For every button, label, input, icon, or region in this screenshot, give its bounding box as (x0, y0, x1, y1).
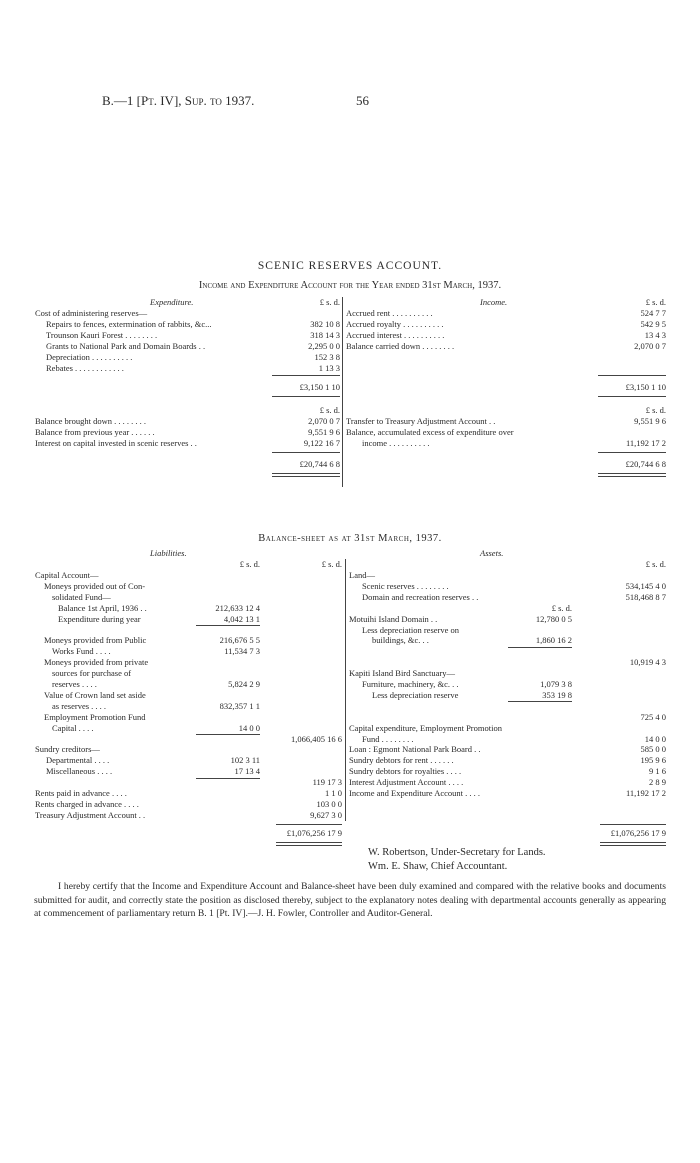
expenditure-label: Interest on capital invested in scenic reserves . . (35, 437, 197, 448)
asset-value: 11,192 17 2 (625, 788, 666, 798)
total-income: £3,150 1 10 (625, 382, 666, 392)
liabilities-total: £1,076,256 17 9 (286, 827, 342, 838)
asset-label: Income and Expenditure Account . . . . (349, 788, 481, 798)
account-subtitle: Income and Expenditure Account for the Year ended 31st March, 1937. (198, 280, 502, 291)
liability-subvalue: 4,042 13 1 (223, 613, 260, 624)
asset-value: 10,919 4 3 (629, 657, 666, 668)
rule-line (598, 452, 666, 453)
liability-label: Moneys provided out of Con- (44, 580, 146, 591)
asset-label: Scenic reserves . . . . . . . . (362, 580, 449, 591)
asset-label: Less depreciation reserve (372, 689, 459, 700)
income-label: Accrued rent . . . . . . . . . . (346, 308, 433, 318)
asset-subvalue: 353 19 8 (542, 689, 572, 700)
balance-title: Balance-sheet as at 31st March, 1937. (258, 533, 442, 544)
rule-line (196, 734, 260, 735)
expenditure-value: 9,551 9 6 (308, 426, 340, 437)
rule-line (272, 375, 340, 376)
column-divider (345, 559, 346, 821)
liability-label: Rents paid in advance . . . . (35, 788, 127, 798)
asset-value: 2 8 9 (649, 777, 666, 788)
asset-subvalue: 12,780 0 5 (535, 613, 572, 624)
asset-label: Less depreciation reserve on (362, 624, 459, 635)
liability-label: Value of Crown land set aside (44, 689, 146, 700)
liability-subvalue: 102 3 11 (230, 755, 260, 766)
lsd-heading: £ s. d. (645, 559, 666, 569)
liability-label: Treasury Adjustment Account . . (35, 809, 146, 820)
rule-line (598, 396, 666, 397)
column-divider (342, 297, 343, 487)
rule-line (276, 842, 342, 843)
expenditure-value: 1 13 3 (318, 362, 340, 373)
asset-label: Domain and recreation reserves . . (362, 591, 479, 602)
expenditure-label: Grants to National Park and Domain Boards . . (46, 340, 206, 351)
asset-label: Sundry debtors for rent . . . . . . (349, 755, 454, 766)
rule-line (272, 476, 340, 477)
page-number: 56 (356, 93, 369, 108)
rule-line (276, 845, 342, 846)
expenditure-label: Balance from previous year . . . . . . (35, 426, 155, 437)
liability-label: sources for purchase of (52, 668, 132, 679)
rule-line (272, 396, 340, 397)
expenditure-label: Cost of administering reserves— (35, 308, 148, 318)
income-value: 13 4 3 (644, 329, 666, 340)
income-label: Accrued interest . . . . . . . . . . (346, 329, 445, 340)
income-value: 11,192 17 2 (625, 437, 666, 448)
liability-label: Rents charged in advance . . . . (35, 798, 139, 809)
liability-label: Moneys provided from private (44, 657, 149, 668)
expenditure-label: Trounson Kauri Forest . . . . . . . . (46, 329, 158, 340)
lsd-heading: £ s. d. (321, 559, 342, 569)
total-income: £20,744 6 8 (625, 459, 666, 469)
asset-subvalue: 1,860 16 2 (535, 635, 572, 646)
asset-label: buildings, &c. . . (372, 635, 429, 646)
asset-label: Kapiti Island Bird Sanctuary— (349, 668, 455, 679)
rule-line (600, 842, 666, 843)
liability-label: Capital Account— (35, 570, 99, 580)
rule-line (272, 473, 340, 474)
income-value: 524 7 7 (640, 308, 666, 318)
income-value: 9,551 9 6 (634, 416, 666, 426)
liability-label: Moneys provided from Public (44, 635, 147, 646)
liability-subvalue: 14 0 0 (238, 722, 260, 733)
rule-line (598, 476, 666, 477)
lsd-heading: £ s. d. (239, 559, 260, 569)
audit-certificate: I hereby certify that the Income and Expenditure Account and Balance-sheet have been duly examined and compared with the relative books and documents submitted for audit, and correctly state the position as disclosed thereby, subject to the explanatory notes dealing with departmental accounts generally as appearing at commencement of parliamentary return B. 1 [Pt. IV].—J. H. Fowler, Controller and Auditor-General. (34, 881, 666, 920)
lsd-heading: £ s. d. (645, 405, 666, 415)
rule-line (598, 375, 666, 376)
liabilities-heading: Liabilities. (150, 548, 187, 558)
rule-line (276, 824, 342, 825)
rule-line (196, 625, 260, 626)
expenditure-value: 2,295 0 0 (308, 340, 340, 351)
liability-subvalue: 216,676 5 5 (219, 635, 260, 646)
liability-subvalue: 832,357 1 1 (219, 700, 260, 711)
rule-line (272, 452, 340, 453)
asset-label: Sundry debtors for royalties . . . . (349, 766, 462, 777)
income-label: Accrued royalty . . . . . . . . . . (346, 318, 444, 329)
total-expenditure: £20,744 6 8 (299, 459, 340, 469)
liability-subvalue: 17 13 4 (234, 766, 260, 777)
asset-value: 9 1 6 (649, 766, 666, 777)
liability-label: Works Fund . . . . (52, 646, 111, 657)
income-value: 542 9 5 (640, 318, 666, 329)
liability-label: Capital . . . . (52, 722, 94, 733)
liability-subvalue: 11,534 7 3 (224, 646, 260, 657)
assets-total: £1,076,256 17 9 (610, 827, 666, 838)
income-label: income . . . . . . . . . . (362, 437, 430, 448)
liability-label: Miscellaneous . . . . (46, 766, 113, 777)
rule-line (508, 701, 572, 702)
expenditure-label: Rebates . . . . . . . . . . . . (46, 362, 124, 373)
running-header: B.—1 [Pt. IV], Sup. to 1937. (102, 93, 255, 108)
income-value: 2,070 0 7 (634, 340, 666, 351)
liability-label: Departmental . . . . (46, 755, 110, 766)
liability-label: Sundry creditors— (35, 744, 100, 755)
liability-value: 103 0 0 (316, 798, 342, 809)
liability-label: as reserves . . . . (52, 700, 107, 711)
asset-label: Interest Adjustment Account . . . . (349, 777, 464, 788)
expenditure-label: Repairs to fences, extermination of rabbits, &c... (46, 318, 212, 329)
rule-line (508, 647, 572, 648)
asset-value: 534,145 4 0 (625, 580, 666, 591)
liability-value: 9,627 3 0 (310, 809, 342, 820)
expenditure-value: 318 14 3 (310, 329, 340, 340)
expenditure-label: Balance brought down . . . . . . . . (35, 416, 146, 426)
asset-value: 585 0 0 (640, 744, 666, 755)
liability-subvalue: 5,824 2 9 (228, 679, 260, 689)
expenditure-value: 2,070 0 7 (308, 416, 340, 426)
liability-label: Balance 1st April, 1936 . . (58, 602, 147, 613)
signature-accountant: Wm. E. Shaw, Chief Accountant. (368, 861, 508, 872)
expenditure-heading: Expenditure. (150, 297, 194, 307)
lsd-heading: £ s. d. (645, 297, 666, 307)
income-label: Balance carried down . . . . . . . . (346, 340, 455, 351)
asset-label: Motuihi Island Domain . . (349, 613, 438, 624)
rule-line (600, 845, 666, 846)
asset-label: Furniture, machinery, &c. . . (362, 679, 459, 689)
asset-value: 14 0 0 (644, 733, 666, 744)
liability-value: 119 17 3 (312, 777, 342, 788)
asset-subvalue: £ s. d. (551, 602, 572, 613)
income-label: Transfer to Treasury Adjustment Account . . (346, 416, 496, 426)
expenditure-value: 382 10 8 (310, 318, 340, 329)
signature-undersecretary: W. Robertson, Under-Secretary for Lands. (368, 847, 546, 858)
rule-line (598, 473, 666, 474)
asset-label: Fund . . . . . . . . (362, 733, 414, 744)
liability-label: Employment Promotion Fund (44, 711, 146, 722)
asset-value: 725 4 0 (640, 711, 666, 722)
account-title: SCENIC RESERVES ACCOUNT. (257, 260, 443, 272)
rule-line (600, 824, 666, 825)
income-label: Balance, accumulated excess of expenditure over (346, 426, 514, 437)
liability-subvalue: 212,633 12 4 (215, 602, 260, 613)
expenditure-value: 152 3 8 (314, 351, 340, 362)
liability-label: solidated Fund— (52, 591, 111, 602)
asset-label: Capital expenditure, Employment Promotion (349, 722, 502, 733)
asset-value: 195 9 6 (640, 755, 666, 766)
assets-heading: Assets. (480, 548, 504, 558)
expenditure-label: Depreciation . . . . . . . . . . (46, 351, 133, 362)
asset-subvalue: 1,079 3 8 (540, 679, 572, 689)
lsd-heading: £ s. d. (319, 405, 340, 415)
lsd-heading: £ s. d. (319, 297, 340, 307)
total-expenditure: £3,150 1 10 (299, 382, 340, 392)
asset-label: Loan : Egmont National Park Board . . (349, 744, 481, 755)
liability-value: 1,066,405 16 6 (291, 733, 342, 744)
asset-value: 518,468 8 7 (625, 591, 666, 602)
asset-label: Land— (349, 570, 375, 580)
liability-value: 1 1 0 (325, 788, 342, 798)
expenditure-value: 9,122 16 7 (303, 437, 340, 448)
income-heading: Income. (480, 297, 508, 307)
liability-label: reserves . . . . (52, 679, 97, 689)
rule-line (196, 778, 260, 779)
liability-label: Expenditure during year (58, 613, 141, 624)
